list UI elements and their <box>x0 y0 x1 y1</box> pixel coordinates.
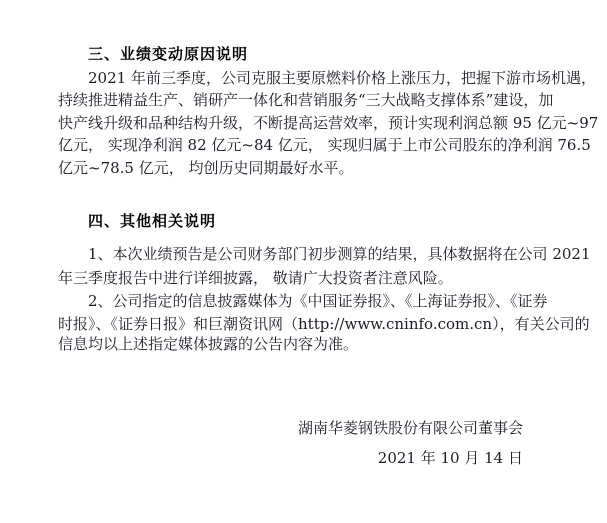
section-3-paragraph-1-line-1: 2021 年前三季度，公司克服主要原燃料价格上涨压力，把握下游市场机遇， <box>88 69 596 87</box>
signature-company-name: 湖南华菱钢铁股份有限公司董事会 <box>297 419 523 437</box>
section-4-paragraph-2-line-3: 信息均以上述指定媒体披露的公告内容为准。 <box>58 335 359 353</box>
signature-date: 2021 年 10 月 14 日 <box>377 449 523 467</box>
section-4-paragraph-2-line-1: 2、公司指定的信息披露媒体为《中国证券报》、《上海证券报》、《证券 <box>88 292 548 310</box>
section-4-paragraph-1-line-1: 1、本次业绩预告是公司财务部门初步测算的结果，具体数据将在公司 2021 <box>88 245 591 263</box>
section-3-heading: 三、业绩变动原因说明 <box>88 45 249 63</box>
section-3-paragraph-1-line-5: 亿元~78.5 亿元， 均创历史同期最好水平。 <box>58 159 354 177</box>
section-4-paragraph-2-line-2: 时报》、《证券日报》和巨潮资讯网（http://www.cninfo.com.cn），有关公司的 <box>58 315 590 333</box>
section-3-paragraph-1-line-4: 亿元， 实现净利润 82 亿元~84 亿元， 实现归属于上市公司股东的净利润 76.5 <box>58 136 591 154</box>
section-3-paragraph-1-line-3: 快产线升级和品种结构升级，不断提高运营效率，预计实现利润总额 95 亿元~97 <box>58 114 599 132</box>
section-4-paragraph-1-line-2: 年三季度报告中进行详细披露， 敬请广大投资者注意风险。 <box>58 269 453 287</box>
section-4-heading: 四、其他相关说明 <box>88 212 217 230</box>
section-3-paragraph-1-line-2: 持续推进精益生产、销研产一体化和营销服务“三大战略支撑体系”建设，加 <box>58 91 554 109</box>
